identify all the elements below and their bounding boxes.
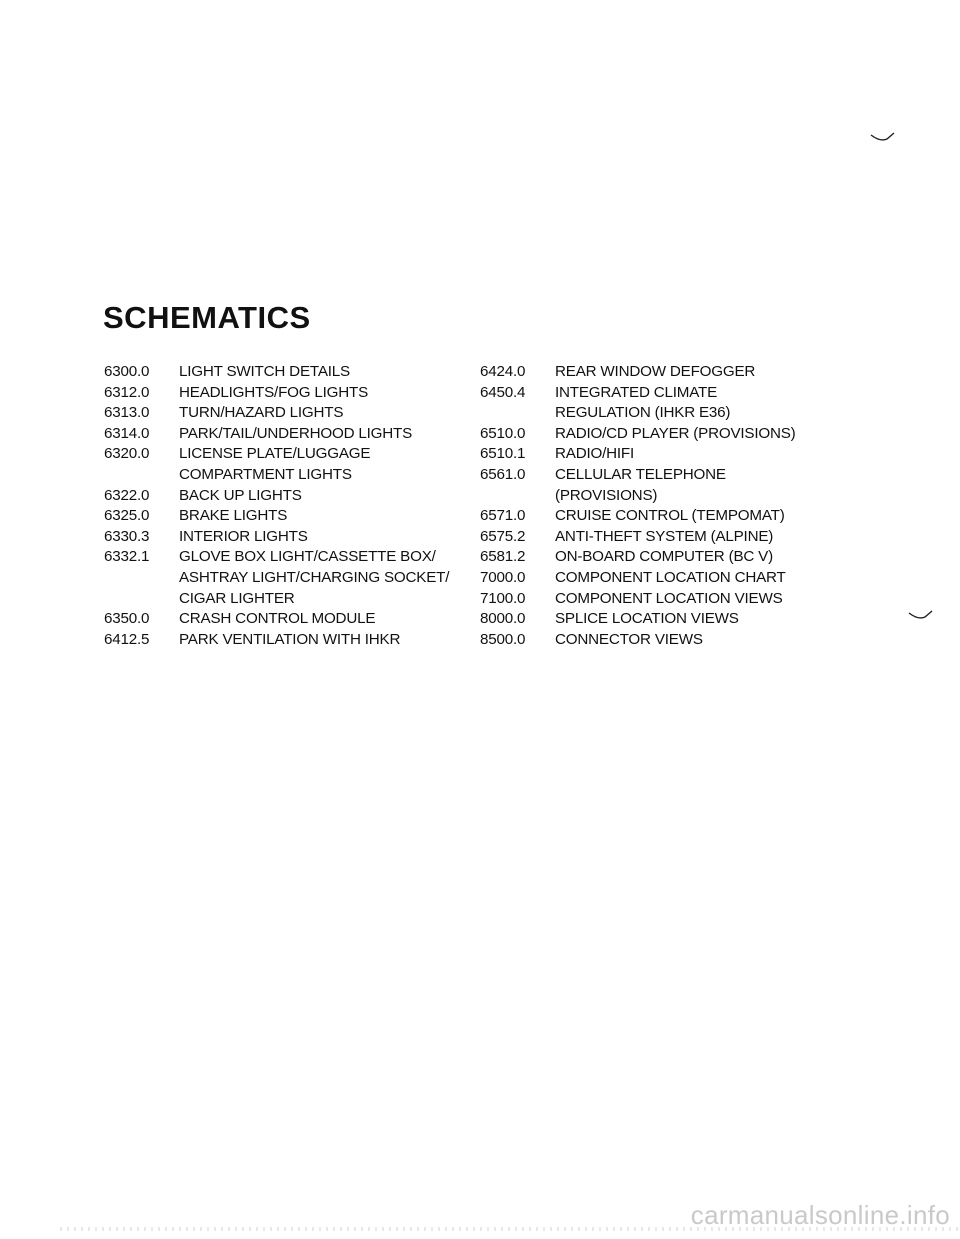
toc-title: CONNECTOR VIEWS <box>555 630 703 648</box>
toc-row <box>104 424 449 445</box>
toc-row <box>480 383 796 404</box>
toc-title: COMPONENT LOCATION VIEWS <box>555 589 783 607</box>
toc-row <box>104 609 449 630</box>
toc-title: PARK VENTILATION WITH IHKR <box>179 630 401 648</box>
binder-tick-icon <box>870 132 896 142</box>
toc-row <box>104 506 449 527</box>
toc-title: RADIO/HIFI <box>555 445 635 463</box>
toc-code <box>480 403 555 424</box>
toc-row <box>480 547 796 568</box>
toc-code: 7100.0 <box>480 589 526 607</box>
toc-row <box>480 424 796 445</box>
toc-code: 6581.2 <box>480 548 526 566</box>
toc-title: CIGAR LIGHTER <box>179 589 295 607</box>
toc-code <box>104 465 179 486</box>
toc-title: (PROVISIONS) <box>555 486 658 504</box>
toc-title: CELLULAR TELEPHONE <box>555 465 726 483</box>
toc-title: INTEGRATED CLIMATE <box>555 383 718 401</box>
toc-code: 6575.2 <box>480 527 526 545</box>
toc-code: 6561.0 <box>480 465 526 483</box>
toc-code: 6450.4 <box>480 383 526 401</box>
toc-row <box>480 589 796 610</box>
toc-code: 6330.3 <box>104 527 150 545</box>
toc-title: ANTI-THEFT SYSTEM (ALPINE) <box>555 527 774 545</box>
toc-code: 6312.0 <box>104 383 150 401</box>
toc-code: 6300.0 <box>104 363 150 380</box>
toc-row <box>480 362 796 383</box>
toc-left-column <box>104 362 449 650</box>
toc-title: LIGHT SWITCH DETAILS <box>179 363 350 380</box>
toc-title: SPLICE LOCATION VIEWS <box>555 610 739 628</box>
toc-row <box>480 630 796 651</box>
toc-code <box>104 589 179 610</box>
toc-row <box>104 568 449 589</box>
toc-code: 6350.0 <box>104 610 150 628</box>
toc-code <box>480 486 555 507</box>
toc-title: CRASH CONTROL MODULE <box>179 610 376 628</box>
toc-row <box>480 444 796 465</box>
toc-title: TURN/HAZARD LIGHTS <box>179 404 344 422</box>
toc-code: 6322.0 <box>104 486 150 504</box>
toc-row <box>104 465 449 486</box>
toc-row <box>104 527 449 548</box>
toc-row <box>104 486 449 507</box>
toc-code: 6412.5 <box>104 630 150 648</box>
toc-code: 6320.0 <box>104 445 150 463</box>
toc-code: 6313.0 <box>104 404 150 422</box>
toc-code: 6314.0 <box>104 424 150 442</box>
toc-row <box>104 403 449 424</box>
toc-title: LICENSE PLATE/LUGGAGE <box>179 445 371 463</box>
toc-row <box>480 506 796 527</box>
toc-title: COMPONENT LOCATION CHART <box>555 568 786 586</box>
toc-row <box>480 403 796 424</box>
toc-code: 6571.0 <box>480 507 526 525</box>
toc-row <box>480 465 796 486</box>
toc-row <box>104 547 449 568</box>
toc-code: 7000.0 <box>480 568 526 586</box>
toc-row <box>104 589 449 610</box>
toc-row <box>104 630 449 651</box>
toc-title: GLOVE BOX LIGHT/CASSETTE BOX/ <box>179 548 436 566</box>
toc-code: 6332.1 <box>104 548 150 566</box>
toc-code: 6424.0 <box>480 363 526 380</box>
toc-title: INTERIOR LIGHTS <box>179 527 308 545</box>
toc-code: 6325.0 <box>104 507 150 525</box>
toc-code <box>104 568 179 589</box>
toc-title: RADIO/CD PLAYER (PROVISIONS) <box>555 424 796 442</box>
toc-title: REGULATION (IHKR E36) <box>555 404 731 422</box>
toc-title: PARK/TAIL/UNDERHOOD LIGHTS <box>179 424 413 442</box>
toc-title: BRAKE LIGHTS <box>179 507 288 525</box>
toc-row <box>480 609 796 630</box>
toc-row <box>104 362 449 383</box>
toc-code: 6510.0 <box>480 424 526 442</box>
toc-title: REAR WINDOW DEFOGGER <box>555 363 756 380</box>
page-title: SCHEMATICS <box>103 300 311 335</box>
toc-row <box>480 486 796 507</box>
toc-title: HEADLIGHTS/FOG LIGHTS <box>179 383 369 401</box>
toc-row <box>104 383 449 404</box>
toc-row <box>480 568 796 589</box>
toc-title: COMPARTMENT LIGHTS <box>179 465 352 483</box>
toc-right-column <box>480 362 796 650</box>
toc-title: ON-BOARD COMPUTER (BC V) <box>555 548 773 566</box>
toc-title: ASHTRAY LIGHT/CHARGING SOCKET/ <box>179 568 450 586</box>
toc-code: 8500.0 <box>480 630 526 648</box>
toc-title: CRUISE CONTROL (TEMPOMAT) <box>555 507 785 525</box>
toc-row <box>104 444 449 465</box>
toc-row <box>480 527 796 548</box>
binder-tick-icon <box>908 610 934 620</box>
toc-code: 6510.1 <box>480 445 526 463</box>
watermark: carmanualsonline.info <box>690 1200 950 1230</box>
toc-code: 8000.0 <box>480 610 526 628</box>
toc-title: BACK UP LIGHTS <box>179 486 302 504</box>
